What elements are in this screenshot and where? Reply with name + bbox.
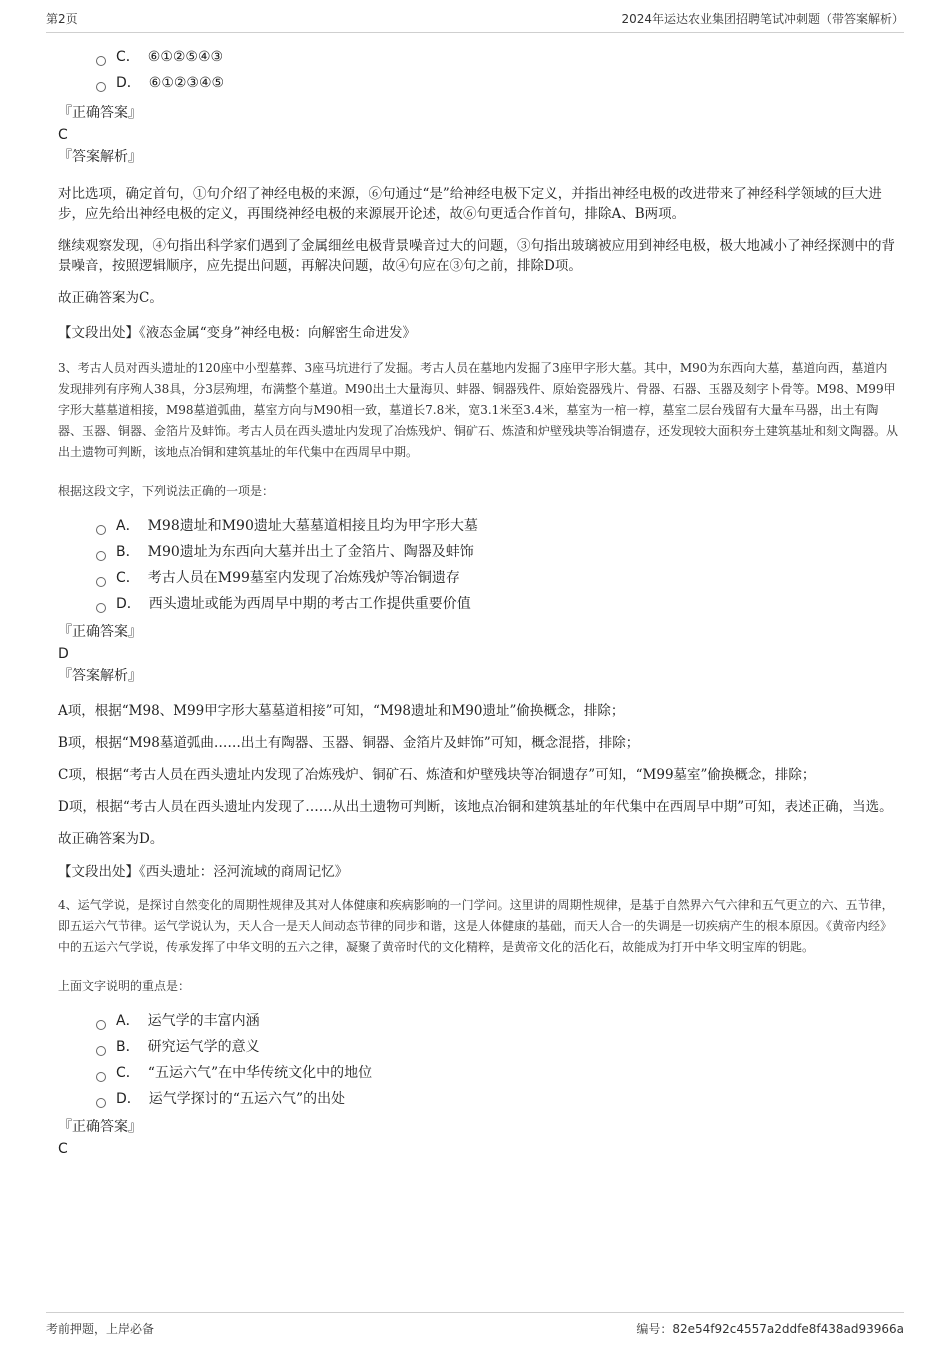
q4-option-a[interactable]: [96, 1008, 898, 1034]
q2-analysis-2: 继续观察发现，④句指出科学家们遇到了金属细丝电极背景噪音过大的问题，③句指出玻璃被应用到神经电极，极大地减小了神经探测中的背景噪音，按照逻辑顺序，应先提出问题，再解决问题，故④句应在③句之前，排除D项。: [58, 238, 895, 274]
option-letter: B．: [116, 544, 140, 560]
q3-options: [96, 513, 898, 617]
q3-correct-label: 『正确答案』: [58, 624, 142, 640]
q2-option-c[interactable]: [96, 44, 898, 70]
document-title: 2024年运达农业集团招聘笔试冲刺题（带答案解析）: [621, 12, 904, 26]
q3-analysis-c: C项，根据“考古人员在西头遗址内发现了冶炼残炉、铜矿石、炼渣和炉壁残块等冶铜遗存”可知，“M99墓室”偷换概念，排除；: [58, 767, 816, 783]
page-footer: [46, 1312, 904, 1337]
q4-correct-label: 『正确答案』: [58, 1119, 142, 1135]
q2-option-d[interactable]: [96, 70, 898, 96]
q3-analysis-d: D项，根据“考古人员在西头遗址内发现了……从出土遗物可判断，该地点冶铜和建筑基址的年代集中在西周早中期”可知，表述正确，当选。: [58, 799, 893, 815]
radio-icon[interactable]: [96, 82, 106, 92]
footer-slogan: 考前押题，上岸必备: [46, 1322, 155, 1336]
radio-icon[interactable]: [96, 1072, 106, 1082]
q2-analysis-label: 『答案解析』: [58, 149, 142, 165]
q3-option-c[interactable]: [96, 565, 898, 591]
option-text: 考古人员在M99墓室内发现了冶炼残炉等冶铜遗存: [147, 570, 460, 586]
radio-icon[interactable]: [96, 1098, 106, 1108]
page-number: 第2页: [46, 12, 78, 26]
q4-option-c[interactable]: [96, 1060, 898, 1086]
option-letter: C．: [116, 570, 140, 586]
option-text: 运气学探讨的“五运六气”的出处: [148, 1091, 346, 1107]
q4-prompt: 上面文字说明的重点是：: [58, 979, 191, 993]
q3-analysis-label: 『答案解析』: [58, 668, 142, 684]
option-text: M90遗址为东西向大墓并出土了金箔片、陶器及蚌饰: [147, 544, 474, 560]
q3-option-b[interactable]: [96, 539, 898, 565]
q4-answer: C: [58, 1141, 68, 1157]
radio-icon[interactable]: [96, 603, 106, 613]
option-text: 研究运气学的意义: [147, 1039, 260, 1055]
option-text: M98遗址和M90遗址大墓墓道相接且均为甲字形大墓: [147, 518, 478, 534]
radio-icon[interactable]: [96, 551, 106, 561]
option-text: ⑥①②③④⑤: [148, 75, 225, 91]
option-letter: B．: [116, 1039, 140, 1055]
option-letter: A．: [116, 518, 140, 534]
q2-analysis-3: 故正确答案为C。: [58, 290, 163, 306]
q3-analysis-b: B项，根据“M98墓道弧曲……出土有陶器、玉器、铜器、金箔片及蚌饰”可知，概念混搭，排除；: [58, 735, 640, 751]
option-letter: D．: [116, 75, 141, 91]
q4-options: [96, 1008, 898, 1112]
option-letter: C．: [116, 1065, 140, 1081]
option-text: 西头遗址或能为西周早中期的考古工作提供重要价值: [148, 596, 471, 612]
q2-source: 【文段出处】《液态金属“变身”神经电极：向解密生命进发》: [58, 325, 417, 341]
q3-text: 3、考古人员对西头遗址的120座中小型墓葬、3座马坑进行了发掘。考古人员在墓地内发掘了3座甲字形大墓。其中，M90为东西向大墓，墓道向西，墓道内发现排列有序殉人38具，分3层殉埋，布满整个墓道。M90出土大量海贝、蚌器、铜器残件、原始瓷器残片、骨器、石器、玉器及刻字卜骨等。M98、M99甲字形大墓墓道相接，M98墓道弧曲，墓室方向与M90相一致，墓道长7.8米，宽3.1米至3.4米，墓室为一棺一椁，墓室二层台残留有大量车马器，出土有陶器、玉器、铜器、金箔片及蚌饰。考古人员在西头遗址内发现了冶炼残炉、铜矿石、炼渣和炉壁残块等冶铜遗存，还发现较大面积夯土建筑基址和刻文陶器。从出土遗物可判断，该地点冶铜和建筑基址的年代集中在西周早中期。: [58, 361, 899, 459]
document-id: 编号：82e54f92c4557a2ddfe8f438ad93966a: [636, 1322, 904, 1336]
q3-option-a[interactable]: [96, 513, 898, 539]
option-letter: D．: [116, 596, 141, 612]
q4-option-b[interactable]: [96, 1034, 898, 1060]
option-text: “五运六气”在中华传统文化中的地位: [147, 1065, 373, 1081]
radio-icon[interactable]: [96, 525, 106, 535]
page-header: [46, 10, 904, 33]
document-body: [58, 44, 898, 1160]
q3-analysis-conclusion: 故正确答案为D。: [58, 831, 164, 847]
option-letter: D．: [116, 1091, 141, 1107]
q2-analysis-1: 对比选项，确定首句，①句介绍了神经电极的来源，⑥句通过“是”给神经电极下定义，并指出神经电极的改进带来了神经科学领域的巨大进步，应先给出神经电极的定义，再围绕神经电极的来源展开论述，故⑥句更适合作首句，排除A、B两项。: [58, 186, 882, 222]
q3-option-d[interactable]: [96, 591, 898, 617]
radio-icon[interactable]: [96, 577, 106, 587]
option-letter: C．: [116, 49, 140, 65]
q4-option-d[interactable]: [96, 1086, 898, 1112]
q2-answer: C: [58, 127, 68, 143]
q2-correct-label: 『正确答案』: [58, 105, 142, 121]
q3-source: 【文段出处】《西头遗址：泾河流域的商周记忆》: [58, 864, 349, 880]
radio-icon[interactable]: [96, 56, 106, 66]
radio-icon[interactable]: [96, 1046, 106, 1056]
option-text: 运气学的丰富内涵: [147, 1013, 260, 1029]
q3-prompt: 根据这段文字，下列说法正确的一项是：: [58, 484, 275, 498]
radio-icon[interactable]: [96, 1020, 106, 1030]
q4-text: 4、运气学说，是探讨自然变化的周期性规律及其对人体健康和疾病影响的一门学问。这里讲的周期性规律，是基于自然界六气六律和五气更立的六、五节律，即五运六气节律。运气学说认为，天人合一是天人间动态节律的同步和谐，这是人体健康的基础，而天人合一的失调是一切疾病产生的根本原因。《黄帝内经》中的五运六气学说，传承发挥了中华文明的五六之律，凝聚了黄帝时代的文化精粹，是黄帝文化的活化石，故能成为打开中华文明宝库的钥匙。: [58, 898, 894, 954]
option-letter: A．: [116, 1013, 140, 1029]
option-text: ⑥①②⑤④③: [147, 49, 224, 65]
q3-analysis-a: A项，根据“M98、M99甲字形大墓墓道相接”可知，“M98遗址和M90遗址”偷换概念，排除；: [58, 703, 625, 719]
q3-answer: D: [58, 646, 69, 662]
q2-options: [96, 44, 898, 96]
